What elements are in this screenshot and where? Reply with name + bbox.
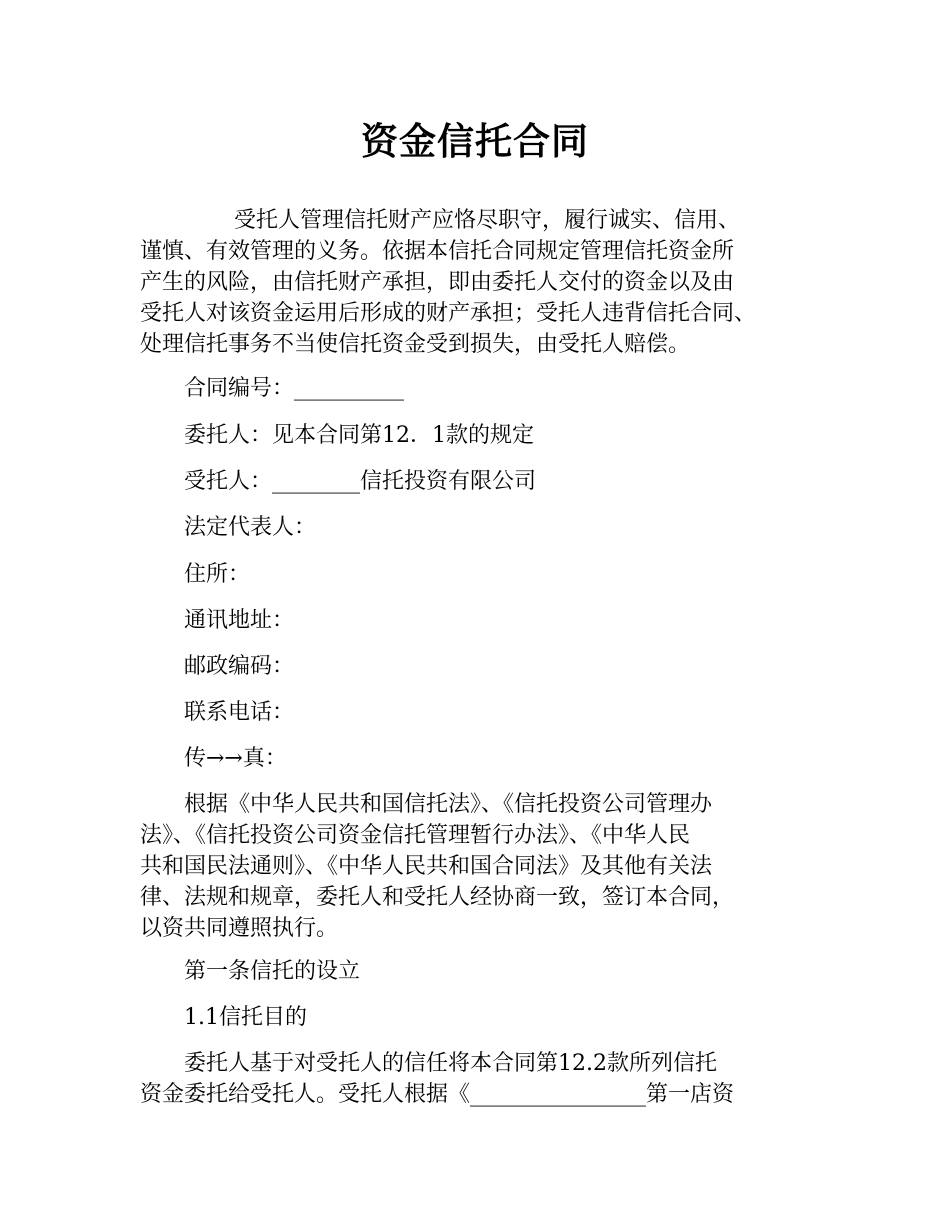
mail-address-text: 通讯地址： (184, 608, 295, 633)
intro-line: 受托人管理信托财产应恪尽职守，履行诚实、信用、 (234, 208, 741, 233)
trustee-field (140, 466, 830, 497)
article-1-heading (140, 956, 830, 987)
section-1-1-line: 委托人基于对受托人的信任将本合同第12.2款所列信托 (184, 1051, 717, 1076)
basis-line: 根据《中华人民共和国信托法》、《信托投资公司管理办 (184, 792, 713, 817)
fax-field (140, 743, 830, 774)
trustor-field (140, 420, 830, 451)
postal-code-field (140, 651, 830, 682)
basis-line: 法》、《信托投资公司资金信托管理暂行办法》、《中华人民 (140, 823, 691, 848)
intro-line: 谨慎、有效管理的义务。依据本信托合同规定管理信托资金所 (140, 239, 735, 264)
legal-representative-field (140, 512, 830, 543)
section-1-1-paragraph (140, 1048, 830, 1110)
section-1-1-heading (140, 1002, 830, 1033)
legal-basis-paragraph (140, 789, 830, 944)
contract-number-field (140, 373, 830, 404)
intro-line: 受托人对该资金运用后形成的财产承担；受托人违背信托合同、 (140, 301, 757, 326)
address-field (140, 559, 830, 590)
intro-paragraph (140, 205, 830, 360)
address-text: 住所： (184, 562, 251, 587)
legal-representative-text: 法定代表人： (184, 515, 317, 540)
contract-number-text: 合同编号：__________ (184, 376, 405, 401)
basis-line: 以资共同遵照执行。 (140, 916, 339, 941)
trustee-text: 受托人：________信托投资有限公司 (184, 469, 537, 494)
mail-address-field (140, 605, 830, 636)
phone-text: 联系电话： (184, 700, 295, 725)
postal-code-text: 邮政编码： (184, 654, 295, 679)
phone-field (140, 697, 830, 728)
section-1-1-heading-text: 1.1信托目的 (184, 1005, 307, 1030)
intro-line: 产生的风险，由信托财产承担，即由委托人交付的资金以及由 (140, 270, 735, 295)
trustor-text: 委托人：见本合同第12．1款的规定 (184, 423, 534, 448)
basis-line: 共和国民法通则》、《中华人民共和国合同法》及其他有关法 (140, 854, 713, 879)
intro-line: 处理信托事务不当使信托资金受到损失，由受托人赔偿。 (140, 332, 691, 357)
document-title: 资金信托合同 (361, 120, 589, 163)
article-1-heading-text: 第一条信托的设立 (184, 959, 361, 984)
section-1-1-line: 资金委托给受托人。受托人根据《________________第一店资 (140, 1082, 735, 1107)
basis-line: 律、法规和规章，委托人和受托人经协商一致，签订本合同， (140, 885, 735, 910)
fax-text: 传→→真： (184, 746, 287, 771)
